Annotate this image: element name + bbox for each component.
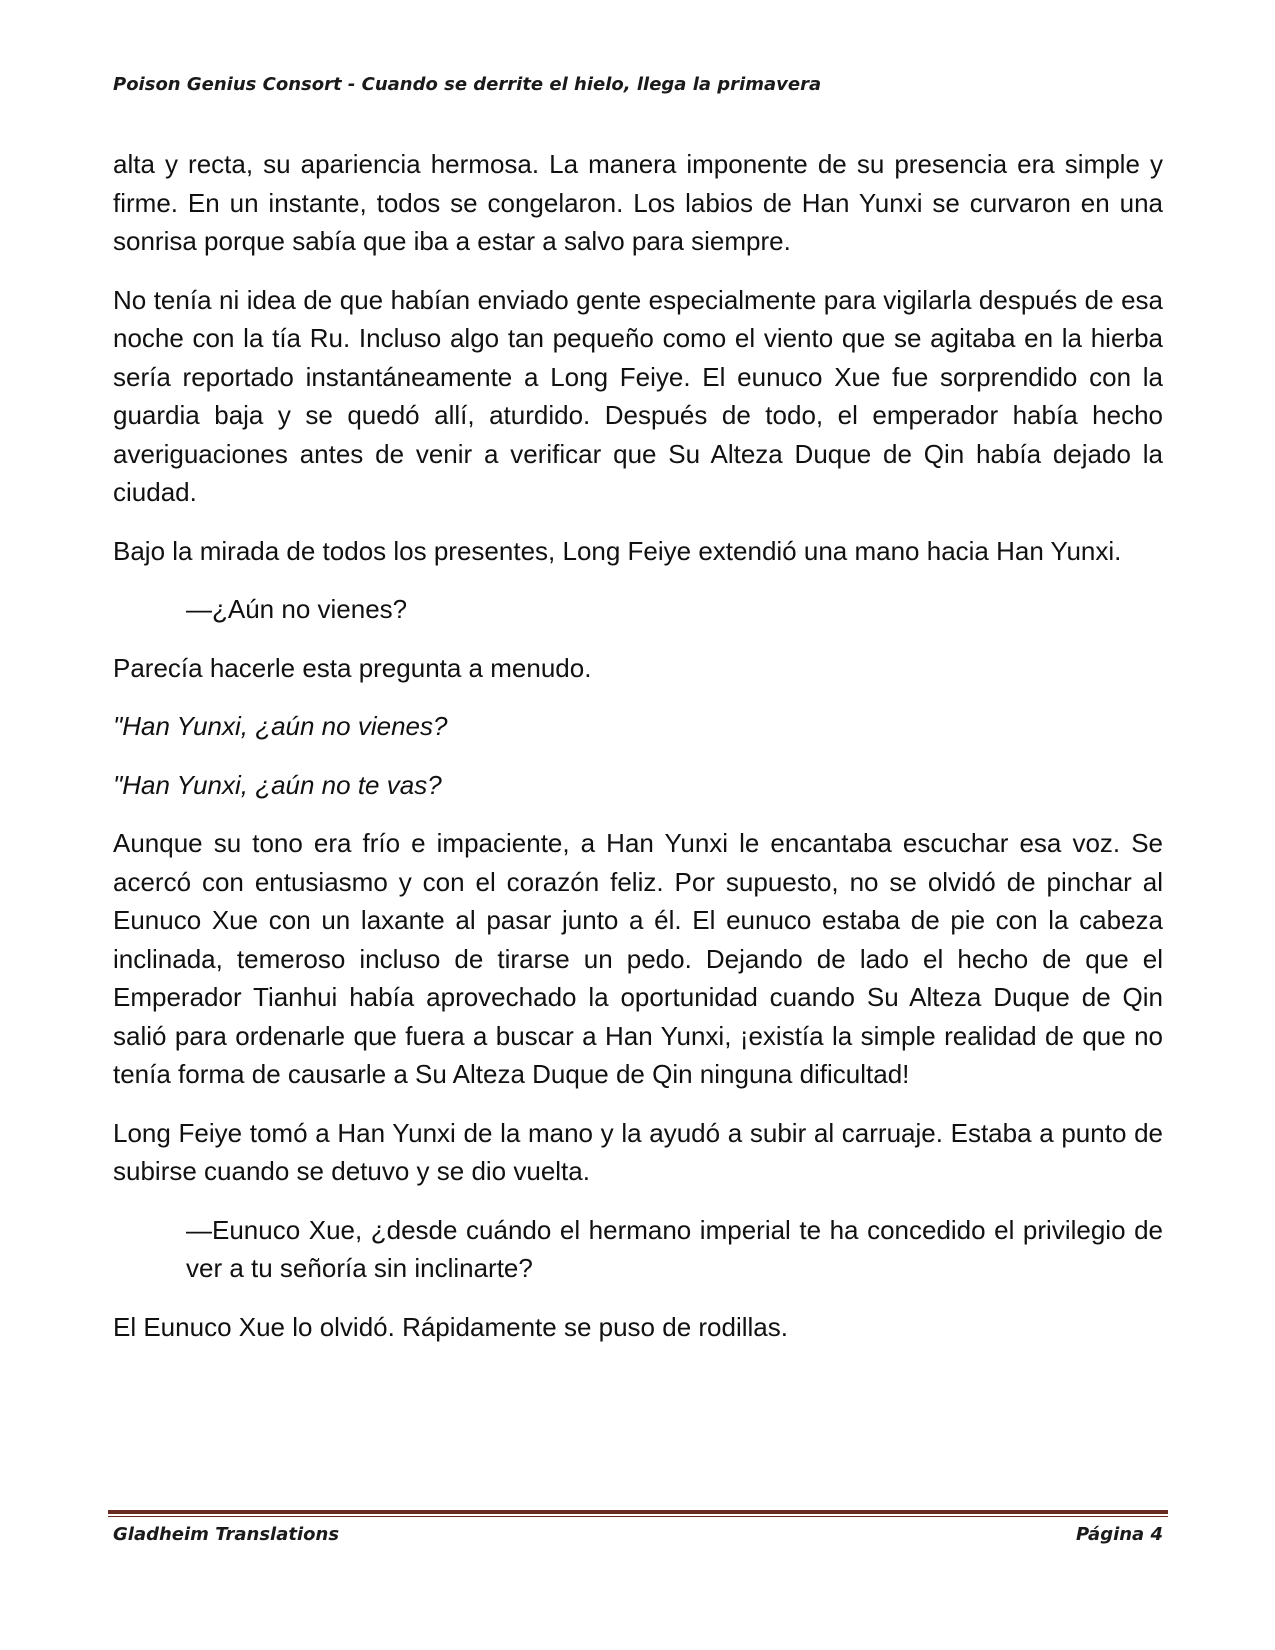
footer-divider-thin xyxy=(108,1516,1168,1517)
dialogue-line: —¿Aún no vienes? xyxy=(186,594,408,624)
page-footer xyxy=(113,1524,1163,1545)
paragraph: Aunque su tono era frío e impaciente, a Han Yunxi le encantaba escuchar esa voz. Se acercó con entusiasmo y con el corazón feliz. Por supuesto, no se olvidó de pinchar al Eunuco Xue con un laxante al pasar junto a él. El eunuco estaba de pie con la cabeza inclinada, temeroso incluso de tirarse un pedo. Dejando de lado el hecho de que el Emperador Tianhui había aprovechado la oportunidad cuando Su Alteza Duque de Qin salió para ordenarle que fuera a buscar a Han Yunxi, ¡existía la simple realidad de que no tenía forma de causarle a Su Alteza Duque de Qin ninguna dificultad! xyxy=(113,828,1163,1089)
page-header: Poison Genius Consort - Cuando se derrite el hielo, llega la primavera xyxy=(113,74,822,95)
footer-divider xyxy=(108,1510,1168,1517)
footer-publisher: Gladheim Translations xyxy=(113,1524,340,1545)
paragraph: alta y recta, su apariencia hermosa. La manera imponente de su presencia era simple y firme. En un instante, todos se congelaron. Los labios de Han Yunxi se curvaron en una sonrisa porque sabía que iba a estar a salvo para siempre. xyxy=(113,149,1163,256)
page-number: Página 4 xyxy=(1076,1524,1163,1545)
italic-quote: "Han Yunxi, ¿aún no te vas? xyxy=(113,769,442,800)
paragraph: Long Feiye tomó a Han Yunxi de la mano y la ayudó a subir al carruaje. Estaba a punto de subirse cuando se detuvo y se dio vuelta. xyxy=(113,1117,1163,1186)
paragraph: El Eunuco Xue lo olvidó. Rápidamente se puso de rodillas. xyxy=(113,1311,788,1342)
document-body xyxy=(113,145,1163,1366)
italic-quote: "Han Yunxi, ¿aún no vienes? xyxy=(113,711,448,741)
dialogue-line: —Eunuco Xue, ¿desde cuándo el hermano imperial te ha concedido el privilegio de ver a tu señoría sin inclinarte? xyxy=(186,1214,1163,1283)
paragraph: No tenía ni idea de que habían enviado gente especialmente para vigilarla después de esa noche con la tía Ru. Incluso algo tan pequeño como el viento que se agitaba en la hierba sería reportado instantáneamente a Long Feiye. El eunuco Xue fue sorprendido con la guardia baja y se quedó allí, aturdido. Después de todo, el emperador había hecho averiguaciones antes de venir a verificar que Su Alteza Duque de Qin había dejado la ciudad. xyxy=(113,284,1163,507)
paragraph: Parecía hacerle esta pregunta a menudo. xyxy=(113,652,592,683)
paragraph: Bajo la mirada de todos los presentes, Long Feiye extendió una mano hacia Han Yunxi. xyxy=(113,535,1122,566)
footer-divider-thick xyxy=(108,1510,1168,1514)
